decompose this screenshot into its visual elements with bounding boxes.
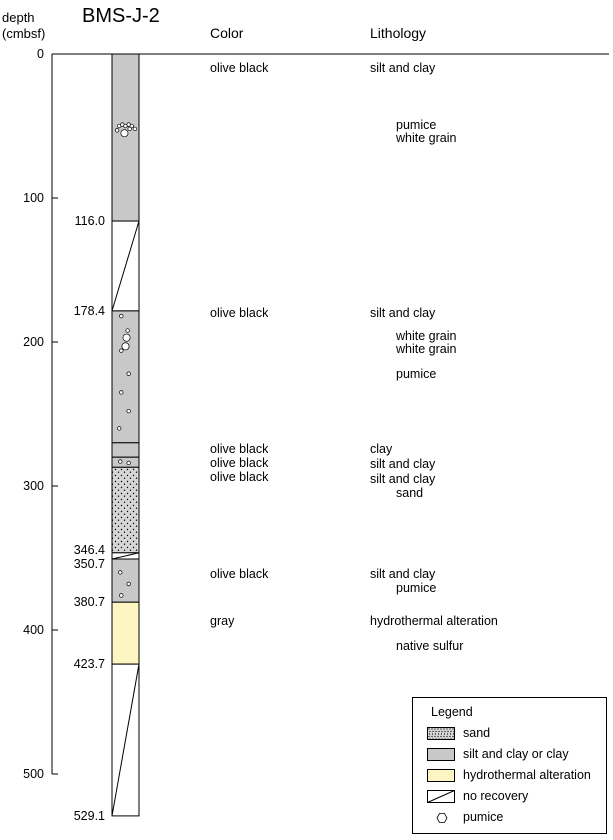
y-axis-label-line1: depth	[2, 10, 35, 25]
pumice-mark	[115, 129, 119, 133]
y-tick-label: 400	[23, 623, 44, 637]
core-unit-silt-clay	[112, 443, 139, 457]
depth-label: 423.7	[73, 657, 105, 672]
depth-label: 346.4	[73, 542, 105, 557]
depth-label: 116.0	[74, 214, 105, 229]
lithology-annotation: pumice	[396, 117, 437, 132]
color-column-header: Color	[210, 25, 244, 41]
lithology-column-header: Lithology	[370, 25, 427, 41]
pumice-mark	[127, 409, 131, 413]
lithology-annotation: native sulfur	[396, 638, 464, 653]
core-unit-silt-clay	[112, 457, 139, 467]
pumice-mark	[127, 582, 131, 586]
core-unit-sand	[112, 467, 139, 553]
lithology-annotation: silt and clay	[370, 471, 436, 486]
pumice-mark	[122, 343, 129, 350]
legend-item-label: silt and clay or clay	[463, 747, 569, 761]
legend-swatch-pumice	[427, 810, 457, 826]
color-annotation: olive black	[210, 566, 269, 581]
lithology-annotation: sand	[396, 486, 424, 501]
y-tick-label: 500	[23, 767, 44, 781]
pumice-mark	[127, 372, 131, 376]
y-tick-label: 0	[37, 47, 44, 61]
color-annotation: gray	[210, 614, 235, 629]
pumice-mark	[118, 460, 122, 464]
pumice-mark	[127, 461, 131, 465]
core-title: BMS-J-2	[82, 5, 160, 27]
pumice-mark	[120, 594, 124, 598]
legend-item-label: sand	[463, 726, 491, 740]
lithology-annotation: white grain	[396, 329, 457, 344]
legend-swatch-silt-clay	[427, 747, 457, 763]
core-unit-silt-clay	[112, 559, 139, 602]
pumice-mark	[117, 427, 121, 431]
legend-swatch-sand	[427, 726, 457, 742]
pumice-mark	[123, 334, 130, 341]
legend-swatch-no-recovery	[427, 789, 457, 805]
lithology-annotation: silt and clay	[370, 61, 436, 76]
legend-title: Legend	[431, 705, 473, 719]
pumice-mark	[121, 130, 128, 137]
lithology-annotation: silt and clay	[370, 306, 436, 321]
pumice-mark	[128, 127, 132, 131]
pumice-mark	[120, 314, 124, 318]
pumice-mark	[126, 329, 130, 333]
depth-label: 350.7	[73, 557, 105, 571]
core-unit-silt-clay	[112, 54, 139, 221]
y-axis-label-line2: (cmbsf)	[2, 26, 46, 41]
legend-item-label: no recovery	[463, 789, 529, 803]
legend-item-label: pumice	[463, 810, 504, 824]
legend-swatch-hydrothermal	[427, 768, 457, 784]
lithology-annotation: pumice	[396, 581, 437, 596]
lithology-annotation: hydrothermal alteration	[370, 614, 498, 629]
pumice-mark	[118, 571, 122, 575]
depth-label: 178.4	[73, 303, 105, 318]
pumice-mark	[120, 391, 124, 395]
color-annotation: olive black	[210, 306, 269, 321]
color-annotation: olive black	[210, 470, 269, 485]
lithology-annotation: silt and clay	[370, 566, 436, 581]
y-tick-label: 100	[23, 191, 44, 205]
pumice-mark	[120, 349, 124, 353]
lithology-annotation: silt and clay	[370, 457, 436, 472]
core-unit-hydrothermal	[112, 602, 139, 664]
y-tick-label: 300	[23, 479, 44, 493]
lithology-annotation: white grain	[396, 342, 457, 357]
legend-box	[412, 697, 607, 834]
color-annotation: olive black	[210, 61, 269, 76]
lithology-annotation: clay	[370, 441, 393, 456]
color-annotation: olive black	[210, 455, 269, 470]
legend-item-label: hydrothermal alteration	[463, 768, 591, 782]
lithology-annotation: white grain	[396, 130, 457, 145]
depth-label: 529.1	[73, 808, 105, 823]
lithology-annotation: pumice	[396, 366, 437, 381]
color-annotation: olive black	[210, 441, 269, 456]
depth-label: 380.7	[73, 595, 105, 610]
y-tick-label: 200	[23, 335, 44, 349]
pumice-mark	[133, 127, 137, 131]
